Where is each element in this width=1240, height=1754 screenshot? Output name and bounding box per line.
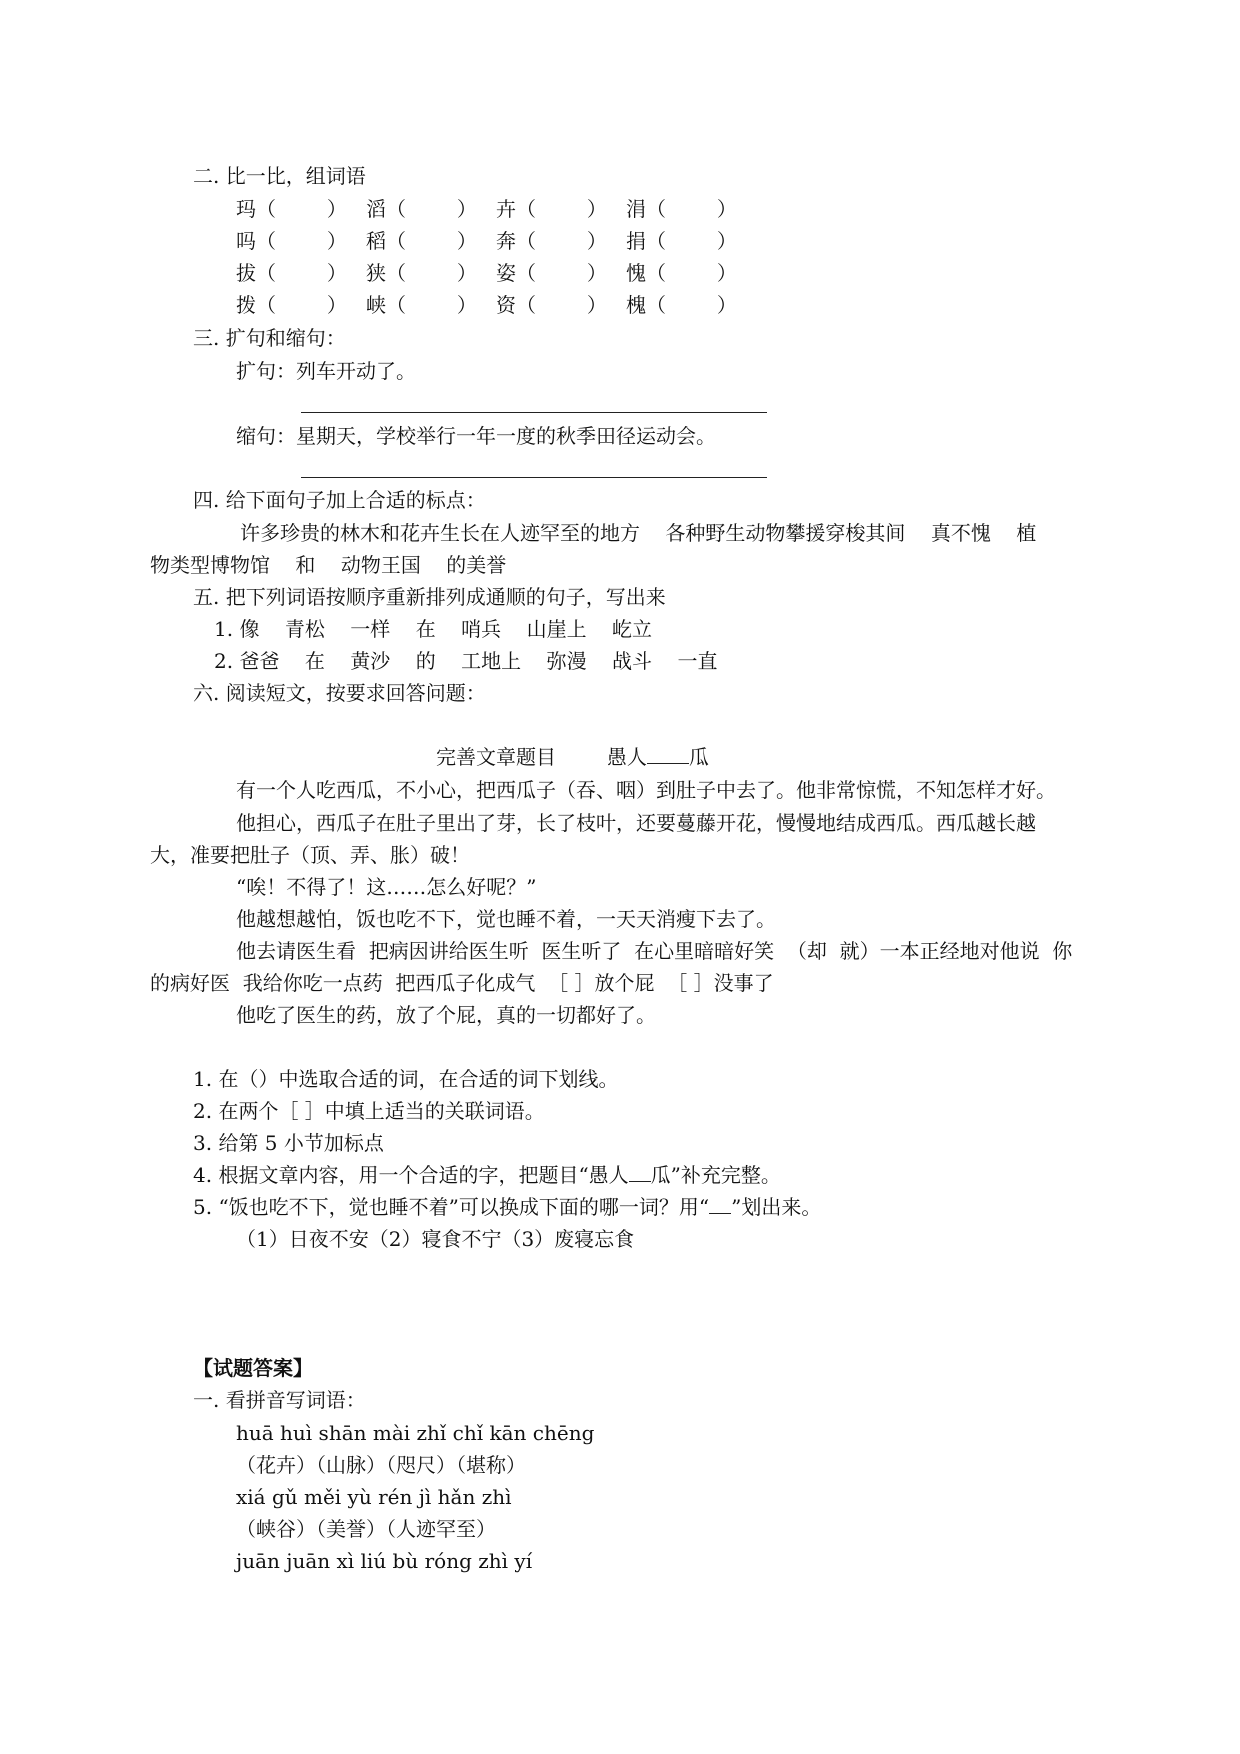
compare-cell: 资（ ） (496, 293, 607, 317)
article-paragraph: 他吃了医生的药，放了个屁，真的一切都好了。 (236, 1003, 656, 1027)
compare-cell: 吗（ ） (236, 229, 347, 253)
answer-line (301, 412, 767, 413)
compare-cell: 拔（ ） (236, 261, 347, 285)
shrink-sentence: 缩句：星期天，学校举行一年一度的秋季田径运动会。 (236, 424, 716, 448)
section-5-heading: 五. 把下列词语按顺序重新排列成通顺的句子，写出来 (193, 585, 666, 609)
pinyin-line: juān juān xì liú bù róng zhì yí (236, 1549, 533, 1573)
pinyin-line: xiá gǔ měi yù rén jì hǎn zhì (236, 1485, 512, 1509)
question-item: 1. 在（）中选取合适的词，在合适的词下划线。 (193, 1067, 619, 1091)
punctuation-sentence: 许多珍贵的林木和花卉生长在人迹罕至的地方 各种野生动物攀援穿梭其间 真不愧 植 (240, 521, 1037, 545)
compare-cell: 拨（ ） (236, 293, 347, 317)
article-paragraph: “唉！不得了！这……怎么好呢？” (236, 875, 537, 899)
question-text: 瓜”补充完整。 (650, 1163, 781, 1187)
reorder-item: 1. 像 青松 一样 在 哨兵 山崖上 屹立 (214, 617, 653, 641)
section-6-heading: 六. 阅读短文，按要求回答问题： (193, 681, 486, 705)
question-options: （1）日夜不安（2）寝食不宁（3）废寝忘食 (236, 1227, 635, 1251)
compare-cell: 狭（ ） (366, 261, 477, 285)
article-paragraph: 有一个人吃西瓜，不小心，把西瓜子（吞、咽）到肚子中去了。他非常惊慌，不知怎样才好。 (236, 778, 1056, 802)
compare-cell: 愧（ ） (626, 261, 737, 285)
compare-cell: 涓（ ） (626, 197, 737, 221)
compare-cell: 卉（ ） (496, 197, 607, 221)
question-text: 4. 根据文章内容，用一个合适的字，把题目“愚人 (193, 1163, 629, 1187)
answer-words: （花卉）（山脉）（咫尺）（堪称） (236, 1453, 526, 1477)
section-4-heading: 四. 给下面句子加上合适的标点： (193, 488, 486, 512)
article-title-line (436, 744, 709, 770)
question-item (193, 1194, 821, 1220)
article-paragraph: 的病好医 我给你吃一点药 把西瓜子化成气 ［ ］放个屁 ［ ］没事了 (150, 971, 774, 995)
article-paragraph: 他越想越怕，饭也吃不下，觉也睡不着，一天天消瘦下去了。 (236, 907, 776, 931)
article-title-left: 愚人 (606, 745, 647, 769)
compare-cell: 槐（ ） (626, 293, 737, 317)
article-title-right: 瓜 (688, 745, 709, 769)
section-3-heading: 三. 扩句和缩句： (193, 326, 346, 350)
answers-section-1-heading: 一. 看拼音写词语： (193, 1388, 366, 1412)
compare-cell: 滔（ ） (366, 197, 477, 221)
answers-heading: 【试题答案】 (193, 1356, 313, 1380)
compare-cell: 奔（ ） (496, 229, 607, 253)
title-blank (647, 745, 689, 764)
reorder-item: 2. 爸爸 在 黄沙 的 工地上 弥漫 战斗 一直 (214, 649, 718, 673)
expand-sentence: 扩句：列车开动了。 (236, 359, 416, 383)
answer-words: （峡谷）（美誉）（人迹罕至） (236, 1517, 496, 1541)
question-text: ”划出来。 (731, 1195, 822, 1219)
answer-blank (709, 1195, 731, 1214)
answer-blank (629, 1163, 651, 1182)
question-text: 5. “饭也吃不下，觉也睡不着”可以换成下面的哪一词？用“ (193, 1195, 710, 1219)
compare-cell: 稻（ ） (366, 229, 477, 253)
compare-cell: 玛（ ） (236, 197, 347, 221)
article-paragraph: 大，准要把肚子（顶、弄、胀）破！ (150, 843, 470, 867)
punctuation-sentence: 物类型博物馆 和 动物王国 的美誉 (150, 553, 507, 577)
article-paragraph: 他去请医生看 把病因讲给医生听 医生听了 在心里暗暗好笑 （却 就）一本正经地对他说 你 (236, 939, 1073, 963)
section-2-heading: 二. 比一比，组词语 (193, 164, 366, 188)
answer-line (301, 477, 767, 478)
compare-cell: 捐（ ） (626, 229, 737, 253)
compare-cell: 姿（ ） (496, 261, 607, 285)
pinyin-line: huā huì shān mài zhǐ chǐ kān chēng (236, 1421, 595, 1445)
article-paragraph: 他担心，西瓜子在肚子里出了芽，长了枝叶，还要蔓藤开花，慢慢地结成西瓜。西瓜越长越 (236, 811, 1036, 835)
compare-cell: 峡（ ） (366, 293, 477, 317)
question-item: 3. 给第 5 小节加标点 (193, 1131, 384, 1155)
question-item (193, 1162, 781, 1188)
title-prompt: 完善文章题目 (436, 745, 556, 769)
question-item: 2. 在两个［ ］中填上适当的关联词语。 (193, 1099, 545, 1123)
